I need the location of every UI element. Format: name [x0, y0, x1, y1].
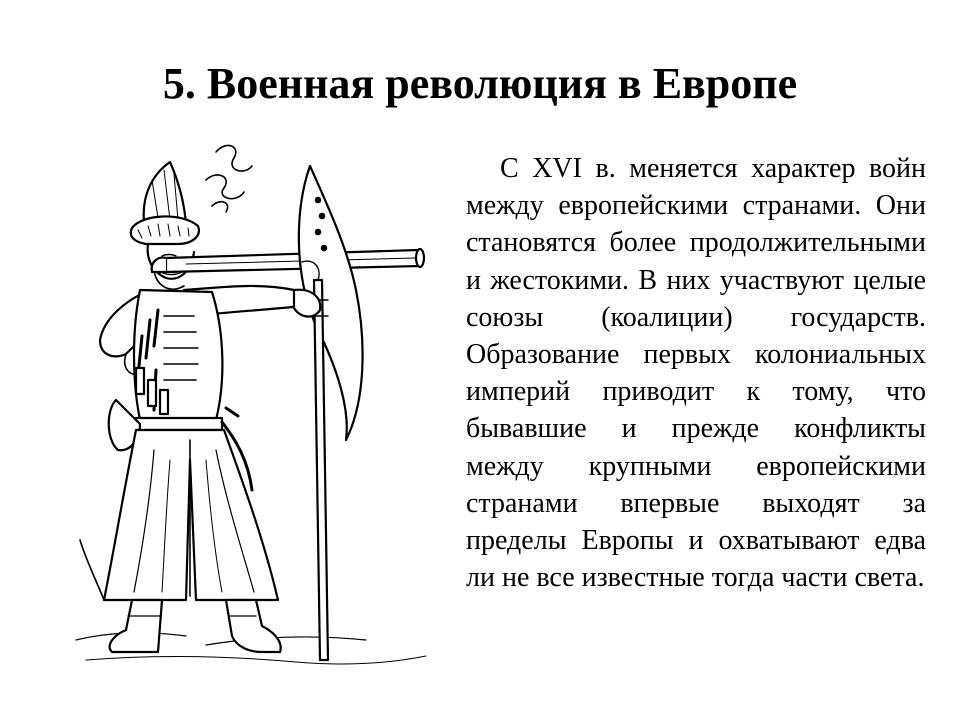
slide-title: 5. Военная революция в Европе [162, 59, 798, 108]
body-text: С XVI в. меняется характер войн между европейскими странами. Они становятся более продолжительными и жестокими. В них участвуют целые союзы (коалиции) государств. Образование первых колониальных империй приводит к тому, что бывавшие и прежде конфликты между крупными европейскими странами впервые выходят за пределы Европы и охватывают едва ли не все известные тогда части света. [466, 153, 926, 594]
musketeer-illustration [66, 140, 461, 680]
